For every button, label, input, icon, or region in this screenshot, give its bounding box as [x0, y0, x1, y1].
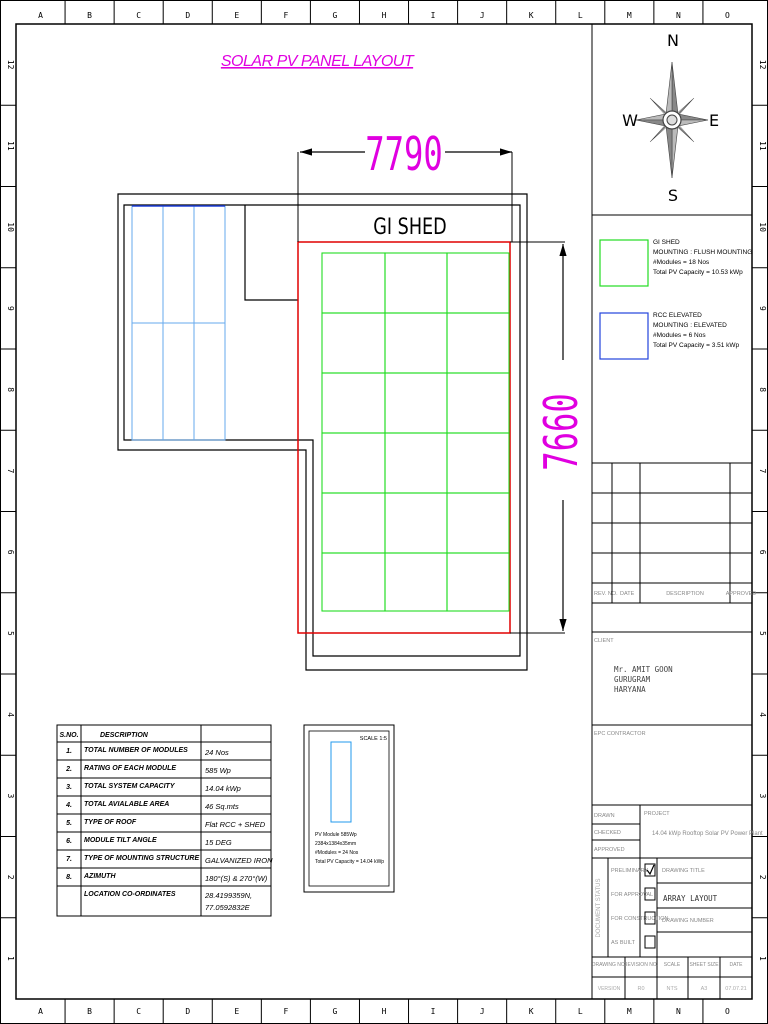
border-column-label: G [332, 1007, 338, 1016]
status-label: FOR CONSTRUCTION [611, 916, 669, 922]
specs-row-description: TYPE OF ROOF [84, 819, 137, 826]
specs-row-value: GALVANIZED IRON [205, 856, 273, 865]
pv-module-gi [447, 433, 509, 493]
border-column-label: J [479, 11, 485, 20]
approved-label: APPROVED [594, 847, 625, 853]
footer-value: NTS [666, 986, 678, 992]
gi-shed-panel-array [322, 253, 509, 611]
border-column-label: E [234, 11, 240, 20]
pv-module-gi [322, 373, 385, 433]
pv-module-gi [385, 253, 447, 313]
compass-east-label: E [708, 111, 720, 130]
module-spec-line: #Modules = 24 Nos [315, 850, 359, 856]
specs-row-description: TOTAL AVIALABLE AREA [84, 801, 170, 808]
specs-row-description: LOCATION CO-ORDINATES [84, 891, 176, 898]
border-column-label: B [87, 1007, 93, 1016]
module-spec-line: PV Module 585Wp [315, 832, 357, 838]
checked-label: CHECKED [594, 830, 621, 836]
module-detail-box-outer [304, 725, 394, 892]
specs-row-number: 3. [66, 784, 72, 791]
border-row-label: 1 [6, 955, 15, 961]
legend-line: Total PV Capacity = 10.53 kWp [653, 269, 743, 276]
client-line: GURUGRAM [614, 675, 651, 684]
pv-module-gi [385, 493, 447, 553]
shed-label: GI SHED [373, 214, 447, 240]
drawing-number-label: DRAWING NUMBER [662, 918, 714, 924]
specs-header: DESCRIPTION [100, 732, 148, 739]
specs-row-value: 46 Sq.mts [205, 802, 239, 811]
border-column-label: B [87, 11, 93, 20]
client-line: HARYANA [614, 685, 646, 694]
epc-label: EPC CONTRACTOR [594, 731, 646, 737]
legend-line: #Modules = 18 Nos [653, 259, 710, 266]
specs-row-description: RATING OF EACH MODULE [84, 765, 177, 772]
pv-module-gi [322, 313, 385, 373]
pv-module-rcc [163, 206, 194, 323]
border-row-label: 3 [758, 793, 767, 799]
border-column-label: M [626, 1007, 632, 1016]
pv-module-rcc [194, 323, 225, 440]
revision-header: DESCRIPTION [666, 591, 704, 597]
specs-table [57, 725, 273, 916]
border-column-label: N [675, 11, 681, 20]
border-row-label: 4 [6, 712, 15, 718]
legend-line: RCC ELEVATED [653, 312, 702, 319]
border-row-label: 5 [758, 630, 767, 636]
border-column-label: H [381, 11, 387, 20]
footer-label: DRAWING NO. [591, 962, 627, 968]
specs-row-value: Flat RCC + SHED [205, 820, 266, 829]
specs-row-value: 77.0592832E [205, 903, 250, 912]
pv-module-rcc [132, 323, 163, 440]
border-row-label: 9 [6, 305, 15, 311]
border-row-label: 10 [758, 222, 767, 232]
border-row-label: 6 [6, 549, 15, 555]
status-label: AS BUILT [611, 940, 636, 946]
project-label: PROJECT [644, 811, 670, 817]
legend-swatch-rcc [600, 313, 648, 359]
border-row-label: 6 [758, 549, 767, 555]
drawing-title-label: DRAWING TITLE [662, 868, 705, 874]
border-row-label: 11 [758, 141, 767, 151]
specs-row-description: TYPE OF MOUNTING STRUCTURE [84, 855, 200, 862]
border-column-label: L [577, 11, 583, 20]
footer-value: VERSION [597, 986, 621, 992]
specs-row-number: 4. [66, 802, 72, 809]
border-row-label: 12 [758, 59, 767, 70]
rcc-panel-array [132, 206, 225, 440]
pv-module-rcc [163, 323, 194, 440]
border-column-label: A [38, 11, 43, 20]
border-column-label: C [136, 1007, 142, 1016]
legend-line: MOUNTING : FLUSH MOUNTING [653, 249, 753, 256]
border-column-label: F [283, 1007, 289, 1016]
border-column-label: C [136, 11, 142, 20]
border-column-label: A [38, 1007, 43, 1016]
border-column-label: N [675, 1007, 681, 1016]
client-label: CLIENT [594, 638, 614, 644]
border-column-label: D [185, 1007, 191, 1016]
pv-module-gi [322, 553, 385, 611]
border-column-label: I [430, 1007, 436, 1016]
revision-header: APPROVED [725, 591, 757, 597]
border-row-label: 3 [6, 793, 15, 799]
pv-module-rcc [132, 206, 163, 323]
specs-row-number: 5. [66, 820, 72, 827]
north-arrow-compass [636, 62, 708, 178]
border-column-label: F [283, 11, 289, 20]
border-row-label: 12 [6, 59, 15, 70]
border-row-label: 1 [758, 955, 767, 961]
border-column-label: H [381, 1007, 387, 1016]
border-row-label: 5 [6, 630, 15, 636]
status-label: PRELIMINARY [611, 868, 649, 874]
specs-row-number: 6. [66, 838, 72, 845]
pv-module-gi [322, 253, 385, 313]
specs-row-number: 2. [66, 766, 72, 773]
specs-row-value: 24 Nos [205, 748, 229, 757]
border-row-label: 2 [6, 874, 15, 880]
border-column-label: D [185, 11, 191, 20]
module-spec-lines [315, 832, 384, 865]
height-dimension-text: 7660 [535, 393, 589, 471]
specs-row-value: 585 Wp [205, 766, 231, 775]
drawn-label: DRAWN [594, 813, 615, 819]
border-column-label: O [725, 11, 730, 20]
pv-module-gi [447, 493, 509, 553]
status-checkbox [645, 936, 655, 948]
border-row-label: 7 [758, 468, 767, 474]
compass-south-label: S [667, 186, 679, 205]
legend-line: #Modules = 6 Nos [653, 332, 706, 339]
footer-value: R0 [637, 986, 645, 992]
footer-value: A3 [700, 986, 708, 992]
pv-module-gi [385, 553, 447, 611]
width-dimension-text: 7790 [365, 128, 443, 182]
specs-row-value: 180°(S) & 270°(W) [205, 874, 268, 883]
border-column-label: E [234, 1007, 240, 1016]
pv-module-gi [322, 433, 385, 493]
border-column-label: I [430, 11, 436, 20]
specs-row-value: 15 DEG [205, 838, 232, 847]
border-column-label: G [332, 11, 338, 20]
shed-wall-line [245, 205, 298, 300]
pv-module-gi [447, 553, 509, 611]
border-column-label: J [479, 1007, 485, 1016]
border-column-label: K [528, 11, 534, 20]
pv-module-gi [447, 253, 509, 313]
legend-swatch-gi [600, 240, 648, 286]
specs-row-description: AZIMUTH [84, 873, 116, 880]
border-column-label: K [528, 1007, 534, 1016]
specs-row-number: 7. [66, 856, 72, 863]
specs-row-value: 28.4199359N, [205, 891, 253, 900]
border-column-label: O [725, 1007, 730, 1016]
compass-north-label: N [667, 31, 679, 50]
drawing-title: SOLAR PV PANEL LAYOUT [220, 53, 414, 70]
specs-row-number: 1. [66, 748, 72, 755]
footer-label: SCALE [663, 962, 681, 968]
border-row-label: 4 [758, 712, 767, 718]
revision-header: DATE [620, 591, 635, 597]
border-row-label: 7 [6, 468, 15, 474]
pv-module-gi [447, 313, 509, 373]
client-line: Mr. AMIT GOON [614, 665, 673, 674]
border-row-label: 2 [758, 874, 767, 880]
legend-line: Total PV Capacity = 3.51 kWp [653, 342, 740, 349]
project-value: 14.04 kWp Rooftop Solar PV Power Plant [652, 831, 763, 837]
pv-module-gi [385, 433, 447, 493]
compass-west-label: W [622, 111, 638, 130]
footer-label: DATE [729, 962, 743, 968]
status-label: FOR APPROVAL [611, 892, 654, 898]
shed-boundary [298, 242, 510, 633]
legend-line: MOUNTING : ELEVATED [653, 322, 727, 329]
module-scale: SCALE 1:5 [359, 736, 387, 742]
border-row-label: 9 [758, 305, 767, 311]
specs-row-description: TOTAL SYSTEM CAPACITY [84, 783, 175, 790]
pv-module-gi [322, 493, 385, 553]
specs-row-description: TOTAL NUMBER OF MODULES [84, 747, 188, 754]
legend-text [653, 239, 752, 349]
border-row-label: 11 [6, 141, 15, 151]
border-column-label: L [577, 1007, 583, 1016]
module-spec-line: 2384x1384x35mm [315, 841, 357, 847]
pv-module-gi [385, 313, 447, 373]
revision-header: REV. NO. [594, 591, 618, 597]
border-row-label: 8 [758, 387, 767, 393]
module-spec-line: Total PV Capacity = 14.04 kWp [315, 859, 385, 865]
specs-row-value: 14.04 kWp [205, 784, 241, 793]
specs-row-description: MODULE TILT ANGLE [84, 837, 157, 844]
border-row-label: 8 [6, 387, 15, 393]
specs-header: S.NO. [59, 732, 79, 739]
specs-row-number: 8. [66, 874, 72, 881]
document-status-label: DOCUMENT STATUS [596, 878, 602, 938]
drawing-title-value: ARRAY LAYOUT [663, 894, 718, 903]
pv-module-rcc [194, 206, 225, 323]
pv-module-gi [385, 373, 447, 433]
footer-label: REVISION NO. [623, 962, 659, 968]
footer-label: SHEET SIZE [689, 962, 719, 968]
module-drawing [331, 742, 351, 822]
footer-value: 07.07.21 [725, 986, 747, 992]
border-row-label: 10 [6, 222, 15, 232]
border-column-label: M [626, 11, 632, 20]
pv-module-gi [447, 373, 509, 433]
legend-line: GI SHED [653, 239, 680, 246]
